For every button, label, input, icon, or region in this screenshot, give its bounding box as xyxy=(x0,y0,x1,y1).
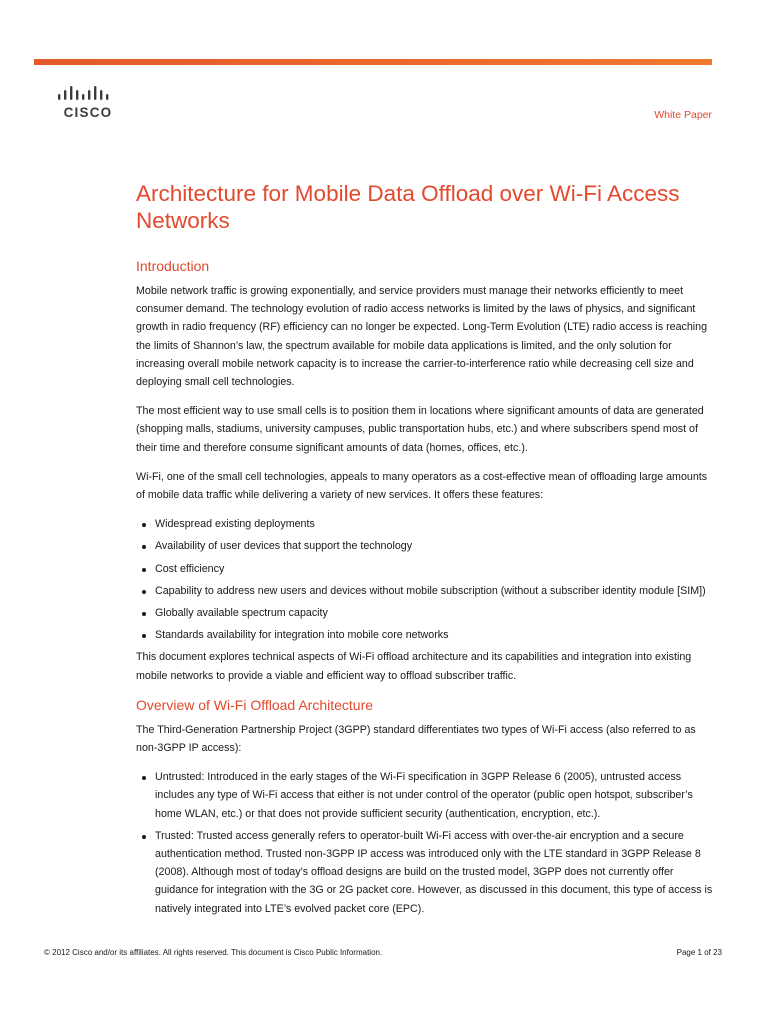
paragraph: This document explores technical aspects of Wi-Fi offload architecture and its capabilities and integration into existing mobile networks to provide a viable and efficient way to offload subscriber traffic. xyxy=(136,651,692,682)
list-item-text: Globally available spectrum capacity xyxy=(155,607,328,620)
list-item-text: Cost efficiency xyxy=(155,562,225,575)
list-item-text: Trusted: Trusted access generally refers to operator-built Wi-Fi access with over-the-air encryption and a secure authentication method. Trusted non-3GPP IP access was introduced only with the LTE standard in 3GPP Release 8 (2008). Although most of today’s offload designs are build on the trusted model, 3GPP does not currently offer guidance for integration with the 3G or 2G packet core. However, as discussed in this document, this type of access is natively integrated into LTE’s evolved packet core (EPC). xyxy=(155,829,713,915)
document-title: Architecture for Mobile Data Offload over Wi-Fi Access Networks xyxy=(136,181,680,233)
list-item-text: Widespread existing deployments xyxy=(155,518,315,531)
bullet-icon xyxy=(142,634,146,638)
paragraph: The Third-Generation Partnership Project (3GPP) standard differentiates two types of Wi-Fi access (also referred to as non-3GPP IP access): xyxy=(136,723,696,755)
list-item-text: Availability of user devices that support the technology xyxy=(155,540,413,553)
list-item xyxy=(136,604,714,622)
list-item xyxy=(136,827,714,918)
header-accent-bar xyxy=(34,59,712,65)
list-item xyxy=(136,537,714,555)
list-item-text: Untrusted: Introduced in the early stages of the Wi-Fi specification in 3GPP Release 6 (2005), untrusted access includes any type of Wi-Fi access that either is not under control of the operator (public open hotspot, subscriber’s home WLAN, etc.) or that does not provide sufficient security (authentication, encryption, etc.). xyxy=(155,771,693,820)
bullet-icon xyxy=(142,776,146,780)
list-item-text: Capability to address new users and devices without mobile subscription (without a subscriber identity module [SIM]) xyxy=(155,584,706,597)
list-item-text: Standards availability for integration into mobile core networks xyxy=(155,629,449,642)
list-item xyxy=(136,560,714,578)
page-number: Page 1 of 23 xyxy=(676,948,722,957)
paragraph: Mobile network traffic is growing exponentially, and service providers must manage their networks efficiently to meet consumer demand. The technology evolution of radio access networks is limited by the laws of physics, and significant growth in radio frequency (RF) efficiency can no longer be expected. Long-Term Evolution (LTE) radio access is reaching the limits of Shannon’s law, the spectrum available for mobile data applications is limited, and the only solution for increasing overall mobile network capacity is to increase the carrier-to-interference ratio while decreasing cell size and deploying small cell technologies. xyxy=(136,285,708,389)
section-heading-introduction: Introduction xyxy=(136,258,210,274)
list-item xyxy=(136,515,714,533)
access-types-list xyxy=(136,768,714,918)
document-type-label: White Paper xyxy=(654,109,712,121)
bullet-icon xyxy=(142,523,146,527)
bullet-icon xyxy=(142,835,146,839)
bullet-icon xyxy=(142,568,146,572)
section-heading-overview: Overview of Wi-Fi Offload Architecture xyxy=(136,696,374,713)
footer-copyright: © 2012 Cisco and/or its affiliates. All rights reserved. This document is Cisco Public Information. xyxy=(44,948,383,957)
list-item xyxy=(136,626,714,644)
paragraph: Wi-Fi, one of the small cell technologies, appeals to many operators as a cost-effective mean of offloading large amounts of mobile data traffic while delivering a variety of new services. It offers these features: xyxy=(136,470,708,502)
bullet-icon xyxy=(142,545,146,549)
paragraph: The most efficient way to use small cells is to position them in locations where significant amounts of data are generated (shopping malls, stadiums, university campuses, public transportation hubs, etc.) and where subscribers spend most of their time and therefore consume significant amounts of data (homes, offices, etc.). xyxy=(136,405,704,454)
cisco-bridge-icon xyxy=(56,84,120,104)
document-body xyxy=(136,257,714,922)
list-item xyxy=(136,768,714,823)
cisco-wordmark: CISCO xyxy=(63,105,113,120)
cisco-logo xyxy=(56,84,120,124)
list-item xyxy=(136,582,714,600)
features-list xyxy=(136,515,714,644)
bullet-icon xyxy=(142,612,146,616)
bullet-icon xyxy=(142,590,146,594)
